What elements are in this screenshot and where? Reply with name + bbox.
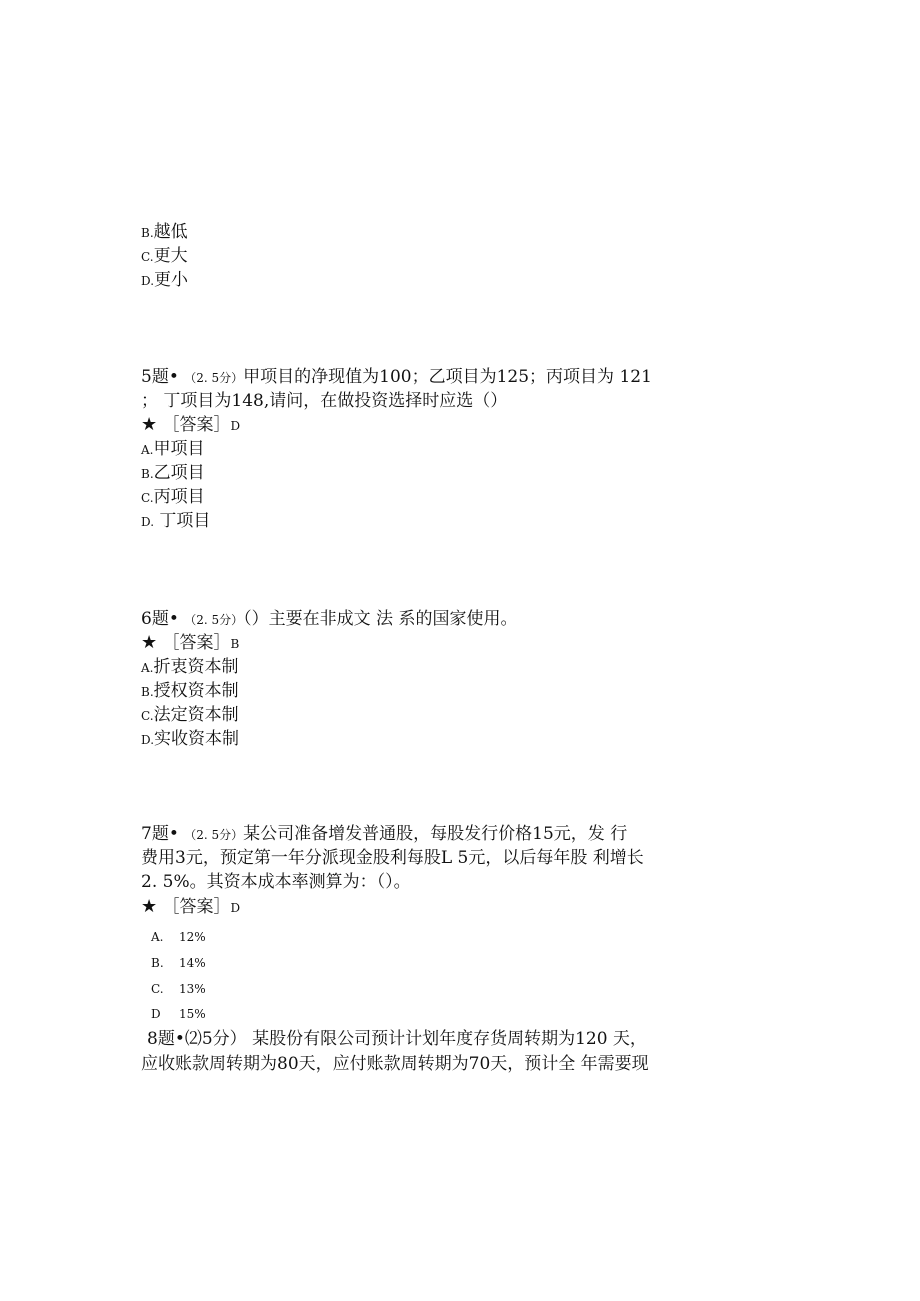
star-icon: ★ — [141, 414, 158, 435]
option-text: 折衷资本制 — [153, 657, 239, 677]
question-score: （2. 5分） — [184, 828, 244, 842]
answer-value: B — [230, 637, 240, 651]
question-text: 某公司准备增发普通股，每股发行价格15元，发 行 — [243, 824, 628, 844]
answer-label: ［答案］ — [162, 633, 231, 653]
answer-value: D — [230, 901, 241, 915]
option-label: B. — [141, 226, 154, 240]
option-text: 15% — [179, 1007, 206, 1018]
option-label: C. — [141, 491, 154, 505]
q5-stem-line-1 — [141, 366, 652, 389]
question-text: 应收账款周转期为80天，应付账款周转期为70天，预计全 年需要现 — [141, 1054, 649, 1074]
q4-option-b — [141, 221, 188, 244]
option-text: 甲项目 — [153, 439, 205, 459]
option-text: 越低 — [153, 222, 188, 242]
q4-option-c — [141, 245, 188, 268]
question-text: 某股份有限公司预计计划年度存货周转期为120 天， — [252, 1029, 647, 1049]
q8-stem-line-1 — [147, 1028, 647, 1050]
q6-stem-line-1 — [141, 608, 517, 631]
q5-option-c — [141, 486, 205, 509]
question-number: 8题• — [147, 1029, 185, 1049]
option-text: 13% — [179, 982, 206, 996]
option-label: D. — [141, 733, 155, 747]
option-label: C. — [141, 709, 154, 723]
question-text: 甲项目的净现值为100；乙项目为125；丙项目为 121 — [243, 367, 652, 387]
option-text: 乙项目 — [153, 463, 205, 483]
answer-value: D — [230, 419, 241, 433]
option-text: 实收资本制 — [154, 729, 240, 749]
q5-answer — [141, 414, 240, 437]
q7-option-b — [151, 955, 206, 971]
option-text: 更小 — [154, 270, 189, 290]
question-text: ； — [141, 391, 158, 411]
question-text: 费用3元，预定第一年分派现金股利每股L 5元，以后每年股 利增长 — [141, 848, 644, 868]
q7-stem-line-1 — [141, 823, 627, 846]
option-text: 12% — [179, 930, 206, 944]
q5-stem-line-2 — [141, 390, 507, 412]
option-label: D — [151, 1007, 161, 1018]
q5-option-d — [141, 510, 210, 533]
option-label: C. — [151, 982, 164, 996]
option-label: A. — [151, 930, 164, 944]
option-label: C. — [141, 250, 154, 264]
option-label: B. — [141, 467, 154, 481]
question-score: （2. 5分） — [184, 371, 244, 385]
option-label: B. — [141, 685, 154, 699]
option-label: D. — [141, 274, 155, 288]
option-label: D. — [141, 515, 155, 529]
question-number: 5题• — [141, 367, 179, 387]
q7-stem-line-3 — [141, 871, 411, 893]
option-label: A. — [141, 443, 154, 457]
q6-option-b — [141, 680, 239, 703]
option-label: A. — [141, 661, 154, 675]
star-icon: ★ — [141, 896, 158, 917]
option-text: 丁项目 — [154, 511, 211, 531]
q5-option-b — [141, 462, 205, 485]
q7-answer — [141, 896, 240, 919]
q4-option-d — [141, 269, 188, 292]
question-number: 6题• — [141, 609, 179, 629]
question-text: （）主要在非成文 法 系的国家使用。 — [243, 609, 518, 629]
option-text: 授权资本制 — [153, 681, 239, 701]
star-icon: ★ — [141, 632, 158, 653]
option-text: 14% — [179, 956, 206, 970]
q6-option-c — [141, 704, 239, 727]
q7-stem-line-2 — [141, 847, 644, 869]
option-text: 法定资本制 — [153, 705, 239, 725]
option-label: B. — [151, 956, 164, 970]
q6-option-d — [141, 728, 239, 751]
question-score: （2. 5分） — [184, 613, 244, 627]
option-text: 更大 — [153, 246, 188, 266]
answer-label: ［答案］ — [162, 897, 231, 917]
question-score: ⑵5分） — [184, 1029, 247, 1049]
answer-label: ［答案］ — [162, 415, 231, 435]
q6-answer — [141, 632, 239, 655]
q7-option-c — [151, 981, 206, 997]
q5-option-a — [141, 438, 204, 461]
question-text: 丁项目为148,请问，在做投资选择时应选（） — [163, 391, 508, 411]
q8-stem-line-2 — [141, 1053, 649, 1075]
question-number: 7题• — [141, 824, 179, 844]
q7-option-a — [151, 929, 206, 945]
option-text: 丙项目 — [153, 487, 205, 507]
q6-option-a — [141, 656, 238, 679]
q7-option-d — [151, 1006, 206, 1018]
question-text: 2. 5%。其资本成本率测算为：（）。 — [141, 872, 411, 892]
